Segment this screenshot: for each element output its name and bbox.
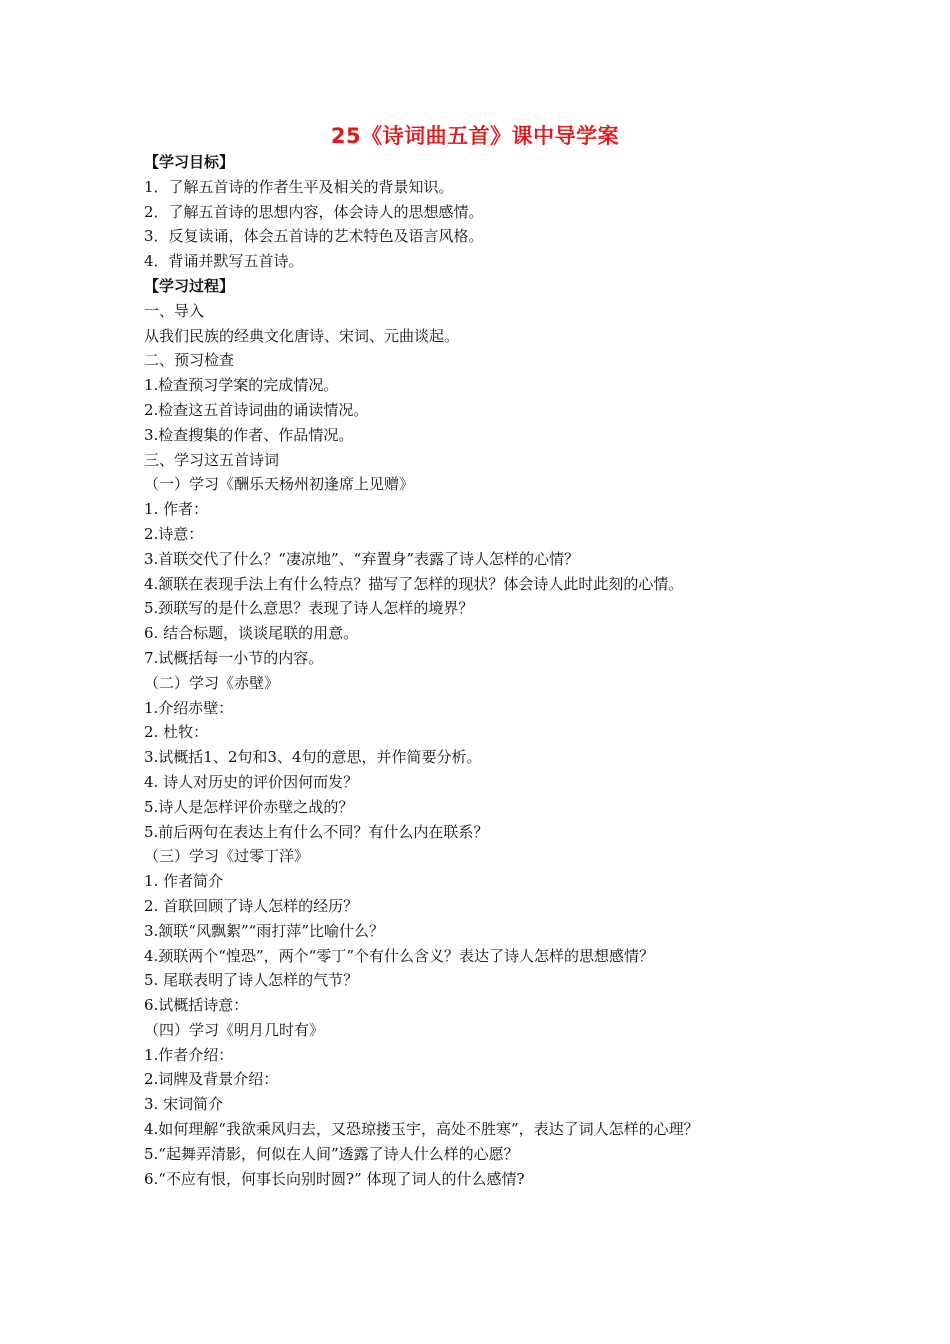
- list-item: 5.颈联写的是什么意思？表现了诗人怎样的境界？: [144, 599, 474, 618]
- list-item: 6. 结合标题，谈谈尾联的用意。: [144, 624, 359, 643]
- list-item: 5. 尾联表明了诗人怎样的气节？: [144, 971, 359, 990]
- list-item: 6.试概括诗意：: [144, 996, 249, 1015]
- list-item: 3. 宋词简介: [144, 1095, 224, 1114]
- objective-item: 1．了解五首诗的作者生平及相关的背景知识。: [144, 177, 454, 196]
- list-item: 5.诗人是怎样评价赤壁之战的？: [144, 797, 354, 816]
- subsection-heading: 一、导入: [144, 301, 205, 320]
- list-item: 2. 首联回顾了诗人怎样的经历？: [144, 896, 359, 915]
- list-item: 5.“起舞弄清影，何似在人间”透露了诗人什么样的心愿？: [144, 1144, 519, 1163]
- section-heading-process: 【学习过程】: [144, 276, 235, 295]
- list-item: 2. 杜牧：: [144, 723, 209, 742]
- document-title: 25《诗词曲五首》课中导学案: [330, 124, 620, 148]
- poem-heading: （一）学习《酬乐天杨州初逢席上见赠》: [144, 475, 415, 494]
- subsection-heading: 三、学习这五首诗词: [144, 450, 280, 469]
- list-item: 1.介绍赤壁：: [144, 698, 234, 717]
- list-item: 6.“不应有恨，何事长向别时圆?” 体现了词人的什么感情?: [144, 1169, 525, 1188]
- list-item: 3.检查搜集的作者、作品情况。: [144, 425, 354, 444]
- objective-item: 3．反复读诵，体会五首诗的艺术特色及语言风格。: [144, 227, 484, 246]
- list-item: 3.颔联“风飘絮”“雨打萍”比喻什么？: [144, 921, 384, 940]
- list-item: 4.颔联在表现手法上有什么特点？描写了怎样的现状？体会诗人此时此刻的心情。: [144, 574, 684, 593]
- list-item: 2.诗意：: [144, 524, 204, 543]
- poem-heading: （三）学习《过零丁洋》: [144, 847, 310, 866]
- list-item: 4.如何理解“我欲乘风归去，又恐琼搂玉宇，高处不胜寒”，表达了词人怎样的心理？: [144, 1120, 699, 1139]
- objective-item: 4．背诵并默写五首诗。: [144, 252, 304, 271]
- list-item: 1. 作者简介: [144, 872, 224, 891]
- list-item: 4. 诗人对历史的评价因何而发？: [144, 772, 359, 791]
- list-item: 1.检查预习学案的完成情况。: [144, 376, 339, 395]
- poem-heading: （四）学习《明月几时有》: [144, 1020, 325, 1039]
- list-item: 1.作者介绍：: [144, 1045, 234, 1064]
- objective-item: 2．了解五首诗的思想内容，体会诗人的思想感情。: [144, 202, 484, 221]
- list-item: 2.检查这五首诗词曲的诵读情况。: [144, 400, 369, 419]
- list-item: 3.试概括1、2句和3、4句的意思，并作简要分析。: [144, 748, 482, 767]
- list-item: 2.词牌及背景介绍：: [144, 1070, 279, 1089]
- list-item: 3.首联交代了什么？“凄凉地”、“弃置身”表露了诗人怎样的心情？: [144, 549, 579, 568]
- list-item: 5.前后两句在表达上有什么不同？有什么内在联系？: [144, 822, 489, 841]
- list-item: 7.试概括每一小节的内容。: [144, 648, 324, 667]
- list-item: 4.颈联两个“惶恐”，两个“零丁”个有什么含义？表达了诗人怎样的思想感情？: [144, 946, 654, 965]
- section-heading-objectives: 【学习目标】: [144, 153, 235, 171]
- poem-heading: （二）学习《赤壁》: [144, 673, 280, 692]
- subsection-heading: 二、预习检查: [144, 351, 235, 370]
- list-item: 1. 作者：: [144, 500, 209, 519]
- text-line: 从我们民族的经典文化唐诗、宋词、元曲谈起。: [144, 326, 460, 345]
- document-body: [144, 150, 844, 1191]
